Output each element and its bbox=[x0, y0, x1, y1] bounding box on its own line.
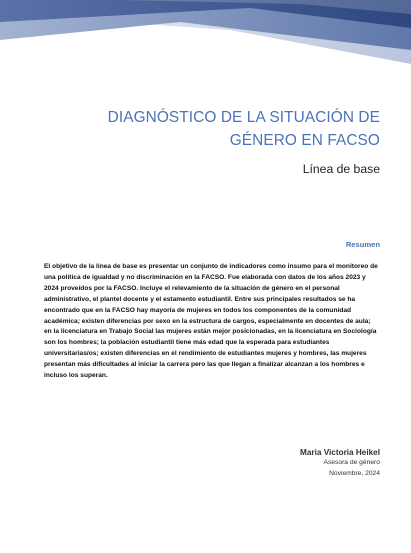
signature-block bbox=[300, 447, 380, 479]
abstract-heading: Resumen bbox=[345, 240, 380, 249]
document-subtitle: Línea de base bbox=[302, 162, 380, 176]
header-banner bbox=[0, 0, 411, 64]
author-name: Maria Victoria Heikel bbox=[300, 448, 380, 457]
abstract-body: El objetivo de la línea de base es presentar un conjunto de indicadores como insumo para el monitoreo de una política de igualdad y no discriminación en la FACSO. Fue elaborada con datos de los años 2023 y 2024 proveídos por la FACSO. Incluye el relevamiento de la situación de género en el personal administrativo, el plantel docente y el estamento estudiantil. Entre sus principales resultados se ha encontrado que en la FACSO hay mayoría de mujeres en todos los componentes de la comunidad académica; existen diferencias por sexo en la estructura de cargos, especialmente en docentes de aula; en la licenciatura en Trabajo Social las mujeres están mejor posicionadas, en la licenciatura en Sociología son los hombres; la población estudiantil tiene más edad que la esperada para estudiantes universitarias/os; existen diferencias en el rendimiento de estudiantes mujeres y hombres, las mujeres presentan más dificultades al iniciar la carrera pero las que llegan a finalizar alcanzan a los hombres e incluso los superan. bbox=[44, 263, 378, 380]
document-title: DIAGNÓSTICO DE LA SITUACIÓN DE GÉNERO EN FACSO bbox=[107, 109, 380, 149]
document-date: Noviembre, 2024 bbox=[329, 469, 380, 477]
author-role: Asesora de género bbox=[323, 459, 380, 466]
